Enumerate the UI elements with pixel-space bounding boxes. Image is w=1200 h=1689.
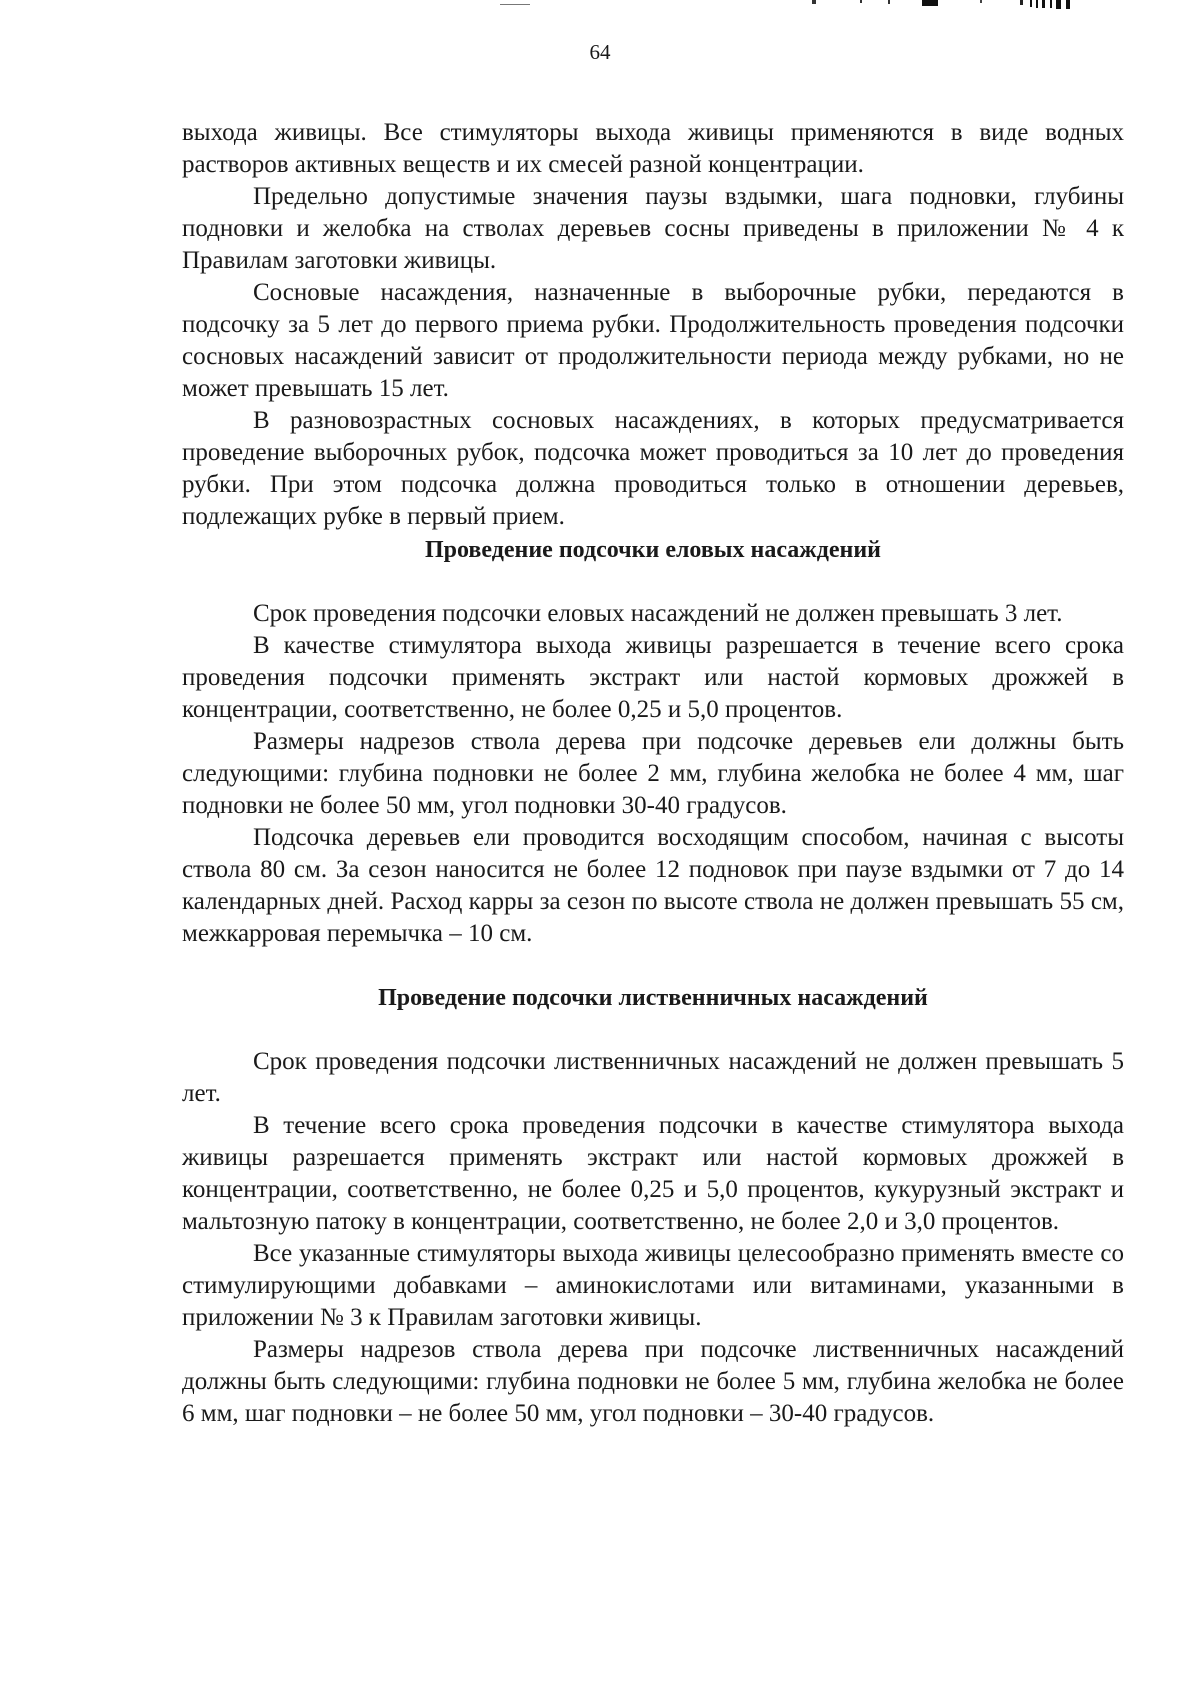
section-heading-spruce: Проведение подсочки еловых насаждений [425,537,881,563]
section-heading-larch: Проведение подсочки лиственничных насаждений [378,985,928,1011]
page-number: 64 [589,40,611,64]
paragraph: В течение всего срока проведения подсочки в качестве стимулятора выхода живицы разрешается применять экстракт или настой кормовых дрожжей в концентрации, соответственно, не более 0,25 и 5,0 процентов, кукурузный экстракт и мальтозную патоку в концентрации, соответственно, не более 2,0 и 3,0 процентов. [182,1112,1124,1235]
paragraph: Размеры надрезов ствола дерева при подсочке деревьев ели должны быть следующими: глубина подновки не более 2 мм, глубина желобка не более 4 мм, шаг подновки не более 50 мм, угол подновки 30-40 градусов. [182,728,1124,819]
scan-artifact-marks [0,0,1200,20]
paragraph: Срок проведения подсочки еловых насаждений не должен превышать 3 лет. [253,600,1063,627]
paragraph: Предельно допустимые значения паузы вздымки, шага подновки, глубины подновки и желобка на стволах деревьев сосны приведены в приложении № 4 к Правилам заготовки живицы. [182,183,1124,274]
paragraph: Срок проведения подсочки лиственничных насаждений не должен превышать 5 лет. [182,1048,1124,1107]
paragraph: Размеры надрезов ствола дерева при подсочке лиственничных насаждений должны быть следующими: глубина подновки не более 5 мм, глубина желобка не более 6 мм, шаг подновки – не более 50 мм, угол подновки – 30-40 градусов. [182,1336,1124,1427]
paragraph: Подсочка деревьев ели проводится восходящим способом, начиная с высоты ствола 80 см. За сезон наносится не более 12 подновок при паузе вздымки от 7 до 14 календарных дней. Расход карры за сезон по высоте ствола не должен превышать 55 см, межкарровая перемычка – 10 см. [182,824,1124,947]
paragraph: Сосновые насаждения, назначенные в выборочные рубки, передаются в подсочку за 5 лет до первого приема рубки. Продолжительность проведения подсочки сосновых насаждений зависит от продолжительности периода между рубками, но не может превышать 15 лет. [182,279,1124,402]
paragraph: Все указанные стимуляторы выхода живицы целесообразно применять вместе со стимулирующими добавками – аминокислотами или витаминами, указанными в приложении № 3 к Правилам заготовки живицы. [182,1240,1124,1331]
paragraph: В качестве стимулятора выхода живицы разрешается в течение всего срока проведения подсочки применять экстракт или настой кормовых дрожжей в концентрации, соответственно, не более 0,25 и 5,0 процентов. [182,632,1124,723]
paragraph: выхода живицы. Все стимуляторы выхода живицы применяются в виде водных растворов активных веществ и их смесей разной концентрации. [182,119,1124,178]
paragraph: В разновозрастных сосновых насаждениях, в которых предусматривается проведение выборочных рубок, подсочка может проводиться за 10 лет до проведения рубки. При этом подсочка должна проводиться только в отношении деревьев, подлежащих рубке в первый прием. [182,407,1124,530]
document-body [182,117,1124,1430]
